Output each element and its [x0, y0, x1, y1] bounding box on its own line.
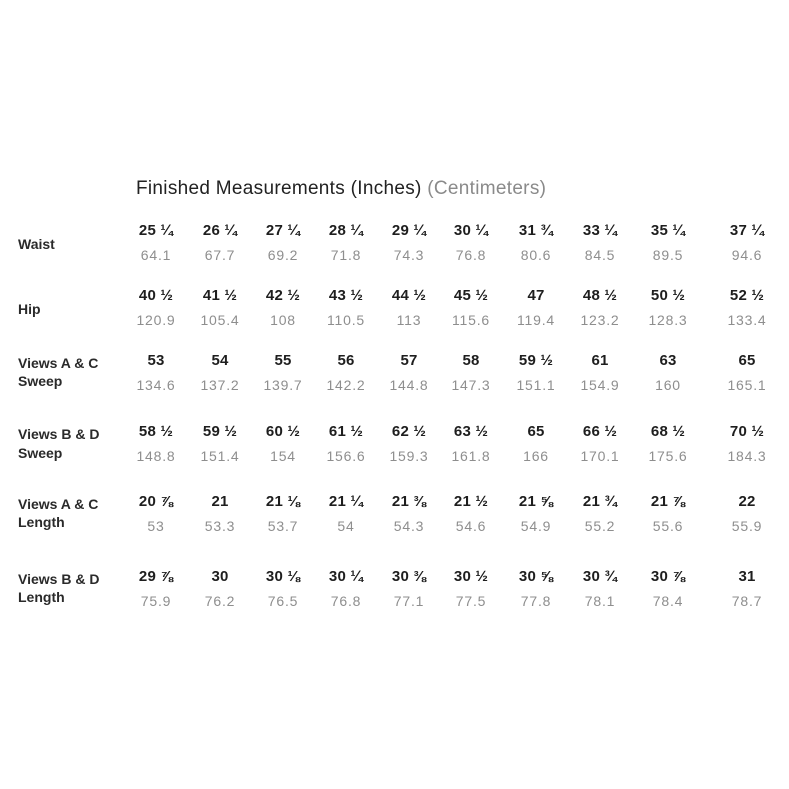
- inch-value: 21 ⅞: [650, 493, 686, 510]
- centimeter-value: 53: [147, 518, 165, 534]
- centimeter-value: 170.1: [580, 448, 620, 464]
- inch-value: 57: [400, 352, 418, 369]
- centimeter-value: 64.1: [140, 247, 172, 263]
- inch-value: 21 ¾: [582, 493, 618, 510]
- centimeter-value: 76.8: [330, 593, 362, 609]
- row-label-line2: Sweep: [18, 445, 63, 461]
- inch-value: 21: [211, 493, 229, 510]
- centimeter-value: 144.8: [389, 377, 429, 393]
- centimeter-value: 123.2: [580, 312, 620, 328]
- row-label: [18, 354, 98, 390]
- centimeter-value: 54: [337, 518, 355, 534]
- centimeter-value: 165.1: [727, 377, 767, 393]
- inch-value: 58: [462, 352, 480, 369]
- centimeter-value: 160: [655, 377, 681, 393]
- inch-value: 30 ½: [453, 568, 489, 585]
- centimeter-value: 75.9: [140, 593, 172, 609]
- inch-value: 55: [274, 352, 292, 369]
- inch-value: 20 ⅞: [138, 493, 174, 510]
- inch-value: 50 ½: [650, 287, 686, 304]
- centimeter-value: 115.6: [452, 312, 490, 328]
- inch-value: 30 ⅜: [391, 568, 427, 585]
- inch-value: 56: [337, 352, 355, 369]
- centimeter-value: 76.2: [204, 593, 236, 609]
- centimeter-value: 78.1: [584, 593, 616, 609]
- inch-value: 30 ¼: [328, 568, 364, 585]
- centimeter-value: 148.8: [136, 448, 176, 464]
- centimeter-value: 184.3: [727, 448, 767, 464]
- row-label: [18, 235, 55, 253]
- centimeter-value: 105.4: [200, 312, 240, 328]
- centimeter-value: 55.6: [652, 518, 684, 534]
- inch-value: 30 ¾: [582, 568, 618, 585]
- inch-value: 21 ⅜: [391, 493, 427, 510]
- inch-value: 26 ¼: [202, 222, 238, 239]
- inch-value: 30: [211, 568, 229, 585]
- inch-value: 65: [738, 352, 756, 369]
- centimeter-value: 139.7: [263, 377, 303, 393]
- row-label-line1: Views A & C: [18, 355, 99, 371]
- inch-value: 54: [211, 352, 229, 369]
- centimeter-value: 128.3: [648, 312, 688, 328]
- table-row: [0, 352, 789, 412]
- centimeter-value: 133.4: [727, 312, 767, 328]
- inch-value: 30 ⅛: [265, 568, 301, 585]
- centimeter-value: 89.5: [652, 247, 684, 263]
- table-row: [0, 568, 789, 628]
- inch-value: 21 ½: [453, 493, 489, 510]
- centimeter-value: 77.8: [520, 593, 552, 609]
- row-label-line1: Views B & D: [18, 426, 100, 442]
- centimeter-value: 119.4: [517, 312, 555, 328]
- table-row: [0, 222, 789, 282]
- row-label: [18, 300, 41, 318]
- centimeter-value: 53.7: [267, 518, 299, 534]
- inch-value: 31 ¾: [518, 222, 554, 239]
- centimeter-value: 151.4: [200, 448, 240, 464]
- inch-value: 30 ¼: [453, 222, 489, 239]
- row-label-line1: Views B & D: [18, 571, 100, 587]
- inch-value: 30 ⅞: [650, 568, 686, 585]
- centimeter-value: 134.6: [136, 377, 176, 393]
- inch-value: 41 ½: [202, 287, 238, 304]
- inch-value: 66 ½: [582, 423, 618, 440]
- centimeter-value: 54.6: [455, 518, 487, 534]
- inch-value: 63: [659, 352, 677, 369]
- inch-value: 25 ¼: [138, 222, 174, 239]
- centimeter-value: 166: [523, 448, 549, 464]
- table-row: [0, 287, 789, 347]
- centimeter-value: 151.1: [516, 377, 556, 393]
- title-inches: Finished Measurements (Inches): [136, 178, 422, 199]
- title-centimeters: (Centimeters): [427, 178, 547, 199]
- centimeter-value: 77.1: [393, 593, 425, 609]
- centimeter-value: 175.6: [648, 448, 688, 464]
- inch-value: 28 ¼: [328, 222, 364, 239]
- centimeter-value: 55.2: [584, 518, 616, 534]
- inch-value: 62 ½: [391, 423, 427, 440]
- inch-value: 29 ¼: [391, 222, 427, 239]
- row-label-line2: Length: [18, 514, 65, 530]
- inch-value: 59 ½: [518, 352, 554, 369]
- inch-value: 70 ½: [729, 423, 765, 440]
- centimeter-value: 147.3: [451, 377, 491, 393]
- centimeter-value: 54.3: [393, 518, 425, 534]
- centimeter-value: 55.9: [731, 518, 763, 534]
- inch-value: 33 ¼: [582, 222, 618, 239]
- inch-value: 42 ½: [265, 287, 301, 304]
- row-label: [18, 495, 98, 531]
- row-label: [18, 425, 99, 462]
- centimeter-value: 74.3: [393, 247, 425, 263]
- inch-value: 29 ⅞: [138, 568, 174, 585]
- centimeter-value: 67.7: [204, 247, 236, 263]
- inch-value: 60 ½: [265, 423, 301, 440]
- centimeter-value: 154.9: [580, 377, 620, 393]
- centimeter-value: 69.2: [267, 247, 299, 263]
- table-row: [0, 423, 789, 483]
- centimeter-value: 159.3: [389, 448, 429, 464]
- centimeter-value: 78.7: [731, 593, 763, 609]
- inch-value: 21 ⅝: [518, 493, 554, 510]
- inch-value: 61: [591, 352, 609, 369]
- centimeter-value: 113: [396, 312, 422, 328]
- centimeter-value: 71.8: [330, 247, 362, 263]
- row-label-line1: Hip: [18, 301, 41, 317]
- centimeter-value: 154: [270, 448, 296, 464]
- inch-value: 35 ¼: [650, 222, 686, 239]
- inch-value: 21 ⅛: [265, 493, 301, 510]
- centimeter-value: 80.6: [520, 247, 552, 263]
- inch-value: 27 ¼: [265, 222, 301, 239]
- centimeter-value: 76.5: [267, 593, 299, 609]
- row-label: [18, 570, 99, 606]
- inch-value: 59 ½: [202, 423, 238, 440]
- centimeter-value: 120.9: [136, 312, 176, 328]
- inch-value: 21 ¼: [328, 493, 364, 510]
- centimeter-value: 137.2: [200, 377, 240, 393]
- centimeter-value: 78.4: [652, 593, 684, 609]
- inch-value: 47: [527, 287, 545, 304]
- inch-value: 68 ½: [650, 423, 686, 440]
- centimeter-value: 77.5: [455, 593, 487, 609]
- table-title: [136, 178, 546, 200]
- row-label-line1: Waist: [18, 236, 55, 252]
- centimeter-value: 54.9: [520, 518, 552, 534]
- inch-value: 37 ¼: [729, 222, 765, 239]
- row-label-line2: Length: [18, 589, 65, 605]
- centimeter-value: 76.8: [455, 247, 487, 263]
- inch-value: 52 ½: [729, 287, 765, 304]
- centimeter-value: 161.8: [451, 448, 491, 464]
- table-row: [0, 493, 789, 553]
- inch-value: 65: [527, 423, 545, 440]
- centimeter-value: 53.3: [204, 518, 236, 534]
- inch-value: 40 ½: [138, 287, 174, 304]
- inch-value: 63 ½: [453, 423, 489, 440]
- inch-value: 45 ½: [453, 287, 489, 304]
- row-label-line2: Sweep: [18, 373, 63, 389]
- inch-value: 43 ½: [328, 287, 364, 304]
- row-label-line1: Views A & C: [18, 496, 99, 512]
- inch-value: 31: [738, 568, 756, 585]
- inch-value: 22: [738, 493, 756, 510]
- inch-value: 58 ½: [138, 423, 174, 440]
- inch-value: 48 ½: [582, 287, 618, 304]
- inch-value: 30 ⅝: [518, 568, 554, 585]
- centimeter-value: 110.5: [327, 312, 365, 328]
- centimeter-value: 108: [270, 312, 296, 328]
- inch-value: 61 ½: [328, 423, 364, 440]
- inch-value: 44 ½: [391, 287, 427, 304]
- centimeter-value: 142.2: [326, 377, 366, 393]
- inch-value: 53: [147, 352, 165, 369]
- centimeter-value: 94.6: [731, 247, 763, 263]
- centimeter-value: 156.6: [326, 448, 366, 464]
- centimeter-value: 84.5: [584, 247, 616, 263]
